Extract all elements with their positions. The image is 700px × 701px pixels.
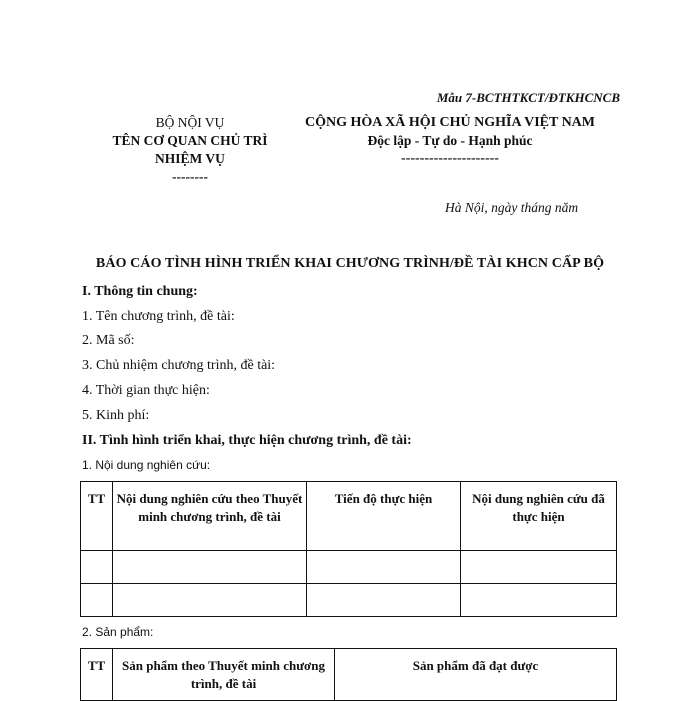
info-code: 2. Mã số: — [82, 333, 135, 348]
table-cell[interactable] — [113, 584, 307, 617]
section1-heading: I. Thông tin chung: — [82, 284, 198, 299]
research-content-table — [80, 481, 617, 617]
table1-header-progress: Tiến độ thực hiện — [307, 482, 461, 551]
table-row — [81, 551, 617, 584]
table2-header-tt: TT — [81, 649, 113, 701]
national-name: CỘNG HÒA XÃ HỘI CHỦ NGHĨA VIỆT NAM — [304, 115, 595, 130]
table2-header-achieved: Sản phẩm đã đạt được — [335, 649, 617, 701]
table-cell[interactable] — [81, 584, 113, 617]
national-header — [270, 114, 630, 168]
table1-header-done: Nội dung nghiên cứu đã thực hiện — [461, 482, 617, 551]
org-name-line2: NHIỆM VỤ — [155, 151, 225, 166]
table-cell[interactable] — [461, 551, 617, 584]
date-line: Hà Nội, ngày tháng năm — [445, 200, 579, 215]
info-leader: 3. Chủ nhiệm chương trình, đề tài: — [82, 358, 276, 373]
agency-divider: -------- — [172, 169, 208, 184]
table1-header-tt: TT — [81, 482, 113, 551]
research-content-label: 1. Nội dung nghiên cứu: — [82, 458, 211, 472]
report-title: BÁO CÁO TÌNH HÌNH TRIỂN KHAI CHƯƠNG TRÌNH/ĐỀ TÀI KHCN CẤP BỘ — [95, 256, 605, 271]
products-table — [80, 648, 617, 701]
table1-header-content: Nội dung nghiên cứu theo Thuyết minh chương trình, đề tài — [113, 482, 307, 551]
table-cell[interactable] — [461, 584, 617, 617]
org-name-line1: TÊN CƠ QUAN CHỦ TRÌ — [112, 133, 268, 148]
table-cell[interactable] — [113, 551, 307, 584]
national-motto: Độc lập - Tự do - Hạnh phúc — [367, 133, 533, 148]
table-cell[interactable] — [307, 551, 461, 584]
info-duration: 4. Thời gian thực hiện: — [82, 383, 210, 398]
national-divider: --------------------- — [401, 151, 499, 166]
table-row — [81, 584, 617, 617]
section2-heading: II. Tình hình triển khai, thực hiện chương trình, đề tài: — [82, 433, 412, 448]
table-cell[interactable] — [307, 584, 461, 617]
info-budget: 5. Kinh phí: — [82, 408, 150, 423]
ministry-name: BỘ NỘI VỤ — [155, 115, 225, 130]
info-program-name: 1. Tên chương trình, đề tài: — [82, 309, 235, 324]
table2-header-planned: Sản phẩm theo Thuyết minh chương trình, đề tài — [113, 649, 335, 701]
agency-header — [110, 114, 270, 186]
products-label: 2. Sản phẩm: — [82, 625, 154, 639]
table-cell[interactable] — [81, 551, 113, 584]
form-code: Mẫu 7-BCTHTKCT/ĐTKHCNCB — [436, 90, 620, 105]
